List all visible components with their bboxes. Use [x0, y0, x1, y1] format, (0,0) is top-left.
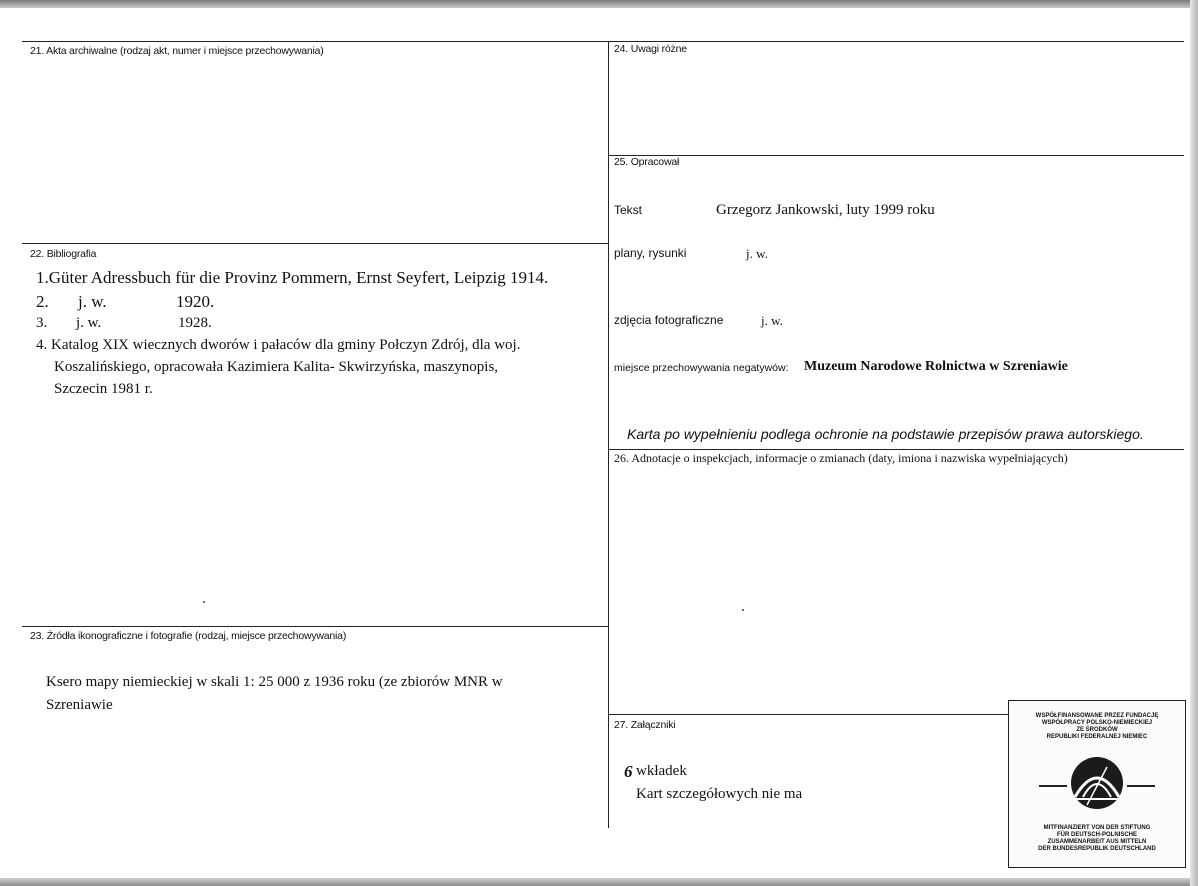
- section-23-text-line2: Szreniawie: [46, 697, 113, 713]
- divider-22-23: [22, 626, 608, 627]
- scan-right-edge: [1190, 0, 1198, 886]
- tekst-value: Grzegorz Jankowski, luty 1999 roku: [716, 202, 935, 218]
- stamp-polish-text: WSPÓŁFINANSOWANE PRZEZ FUNDACJĘ WSPÓŁPRACY POLSKO-NIEMIECKIEJ ZE ŚRODKÓW REPUBLIKI FEDERALNEJ NIEMIEC: [1035, 713, 1159, 740]
- bibliography-entry-2-ref: j. w.: [78, 292, 107, 311]
- bibliography-entry-1: 1.Güter Adressbuch für die Provinz Pommern, Ernst Seyfert, Leipzig 1914.: [36, 268, 549, 287]
- divider-26-27: [608, 714, 1008, 715]
- column-divider: [608, 41, 609, 828]
- zdjecia-label: zdjęcia fotograficzne: [614, 313, 724, 327]
- section-23-label: 23. Źródła ikonograficzne i fotografie (rodzaj, miejsce przechowywania): [30, 630, 347, 642]
- foundation-logo-icon: [1009, 753, 1185, 813]
- scan-speck: [742, 609, 744, 611]
- scan-top-edge: [0, 0, 1198, 8]
- section-21-label: 21. Akta archiwalne (rodzaj akt, numer i miejsce przechowywania): [30, 45, 324, 57]
- bibliography-entry-2-number: 2.: [36, 292, 49, 311]
- tekst-label: Tekst: [614, 203, 643, 217]
- section-22-label: 22. Bibliografia: [30, 248, 97, 260]
- attachments-line1: wkładek: [636, 763, 687, 779]
- bibliography-entry-4-line2: Koszalińskiego, opracowała Kazimiera Kalita- Skwirzyńska, maszynopis,: [54, 359, 499, 375]
- section-23-text-line1: Ksero mapy niemieckiej w skali 1: 25 000 z 1936 roku (ze zbiorów MNR w: [46, 674, 503, 690]
- attachments-count: 6: [624, 762, 633, 781]
- divider-21-22: [22, 243, 608, 244]
- copyright-notice: Karta po wypełnieniu podlega ochronie na podstawie przepisów prawa autorskiego.: [627, 426, 1144, 442]
- section-24-label: 24. Uwagi różne: [614, 43, 687, 55]
- bibliography-entry-3-year: 1928.: [178, 315, 212, 331]
- zdjecia-value: j. w.: [761, 313, 783, 328]
- miejsce-label: miejsce przechowywania negatywów:: [614, 362, 789, 374]
- plany-value: j. w.: [746, 246, 768, 261]
- miejsce-value: Muzeum Narodowe Rolnictwa w Szreniawie: [804, 359, 1068, 374]
- divider-24-25: [608, 155, 1184, 156]
- form-top-border: [22, 41, 1184, 42]
- bibliography-entry-3-number: 3.: [36, 315, 48, 331]
- cofinancing-stamp: [1008, 700, 1186, 868]
- plany-label: plany, rysunki: [614, 246, 687, 260]
- bibliography-entry-3-ref: j. w.: [76, 315, 102, 331]
- attachments-line2: Kart szczegółowych nie ma: [636, 786, 803, 802]
- stamp-german-text: MITFINANZIERT VON DER STIFTUNG FÜR DEUTSCH-POLNISCHE ZUSAMMENARBEIT AUS MITTELN DER BUNDESREPUBLIK DEUTSCHLAND: [1038, 825, 1156, 852]
- divider-25-26: [608, 449, 1184, 450]
- section-26-label: 26. Adnotacje o inspekcjach, informacje o zmianach (daty, imiona i nazwiska wypełniających): [614, 451, 1068, 465]
- bibliography-entry-4-line3: Szczecin 1981 r.: [54, 381, 153, 397]
- section-27-label: 27. Załączniki: [614, 719, 676, 731]
- section-25-label: 25. Opracował: [614, 156, 680, 168]
- bibliography-entry-2-year: 1920.: [176, 292, 215, 311]
- bibliography-entry-4-line1: 4. Katalog XIX wiecznych dworów i pałaców dla gminy Połczyn Zdrój, dla woj.: [36, 337, 521, 353]
- scan-bottom-edge: [0, 878, 1198, 886]
- scan-speck: [203, 601, 205, 603]
